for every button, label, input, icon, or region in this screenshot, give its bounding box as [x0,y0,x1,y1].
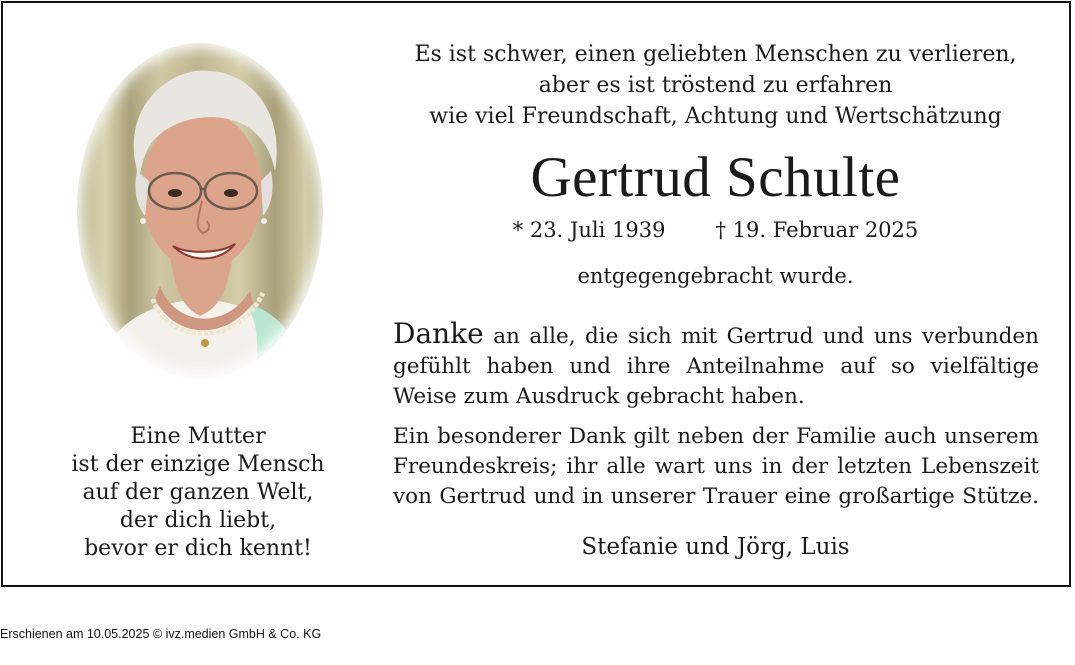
special-thanks-line: Ein besonderer Dank gilt neben der Familie auch unserem [393,424,1039,449]
death-date: † 19. Februar 2025 [715,218,919,242]
poem-line: der dich liebt, [119,508,277,533]
special-thanks-paragraph [393,422,1039,512]
poem-line: bevor er dich kennt! [84,536,312,561]
thanks-line: Weise zum Ausdruck gebracht haben. [393,384,805,409]
signature: Stefanie und Jörg, Luis [581,534,850,560]
intro-line: entgegengebracht wurde. [577,264,854,288]
publication-footer: Erschienen am 10.05.2025 © ivz.medien GmbH & Co. KG [0,627,322,641]
intro-line: wie viel Freundschaft, Achtung und Wertschätzung [429,104,1002,129]
danke-word: Danke [393,317,484,350]
special-thanks-line: Freundeskreis; ihr alle wart uns in der letzten Lebenszeit [393,454,1039,479]
poem-line: Eine Mutter [130,424,266,449]
portrait-photo [75,41,325,381]
intro-quote [393,39,1038,132]
poem-line: ist der einzige Mensch [71,452,325,477]
intro-line: aber es ist tröstend zu erfahren [538,73,893,98]
special-thanks-line: von Gertrud und in unserer Trauer eine großartige Stütze. [393,484,1039,509]
thanks-line: an alle, die sich mit Gertrud und uns verbunden [483,324,1039,349]
thanks-paragraph [393,319,1039,412]
life-dates [393,215,1038,245]
deceased-name: Gertrud Schulte [530,146,901,209]
thanks-line: gefühlt haben und ihre Anteilnahme auf so vielfältige [393,354,1039,379]
intro-line: Es ist schwer, einen geliebten Menschen zu verlieren, [414,42,1017,67]
obituary-notice [1,1,1071,587]
poem [33,423,363,563]
poem-line: auf der ganzen Welt, [82,480,314,505]
birth-date: * 23. Juli 1939 [512,218,666,242]
